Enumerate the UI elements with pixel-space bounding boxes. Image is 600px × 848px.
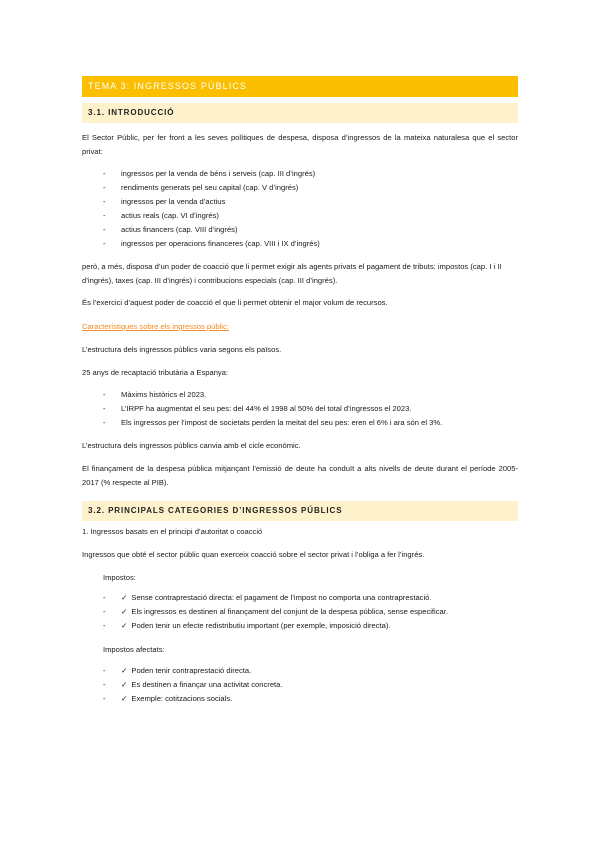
list-item: - ingressos per la venda d’actius: [103, 197, 226, 206]
list-item: - L’IRPF ha augmentat el seu pes: del 44% el 1998 al 50% del total d’ingressos el 2023.: [103, 404, 412, 413]
list-item: - ingressos per la venda de béns i serveis (cap. III d’ingrés): [103, 169, 316, 178]
spain-paragraph: 25 anys de recaptació tributària a Espanya:: [82, 368, 229, 377]
list-item: - ✓ Exemple: cotitzacions socials.: [103, 694, 233, 703]
list-item: - actius reals (cap. VI d’ingrés): [103, 211, 219, 220]
list-item: - ✓ Es destinen a finançar una activitat concreta.: [103, 680, 283, 689]
checkmark-icon: ✓: [121, 694, 128, 703]
intro-paragraph: El Sector Públic, per fer front a les seves polítiques de despesa, disposa d’ingressos de la mateixa naturalesa que el sector privat:: [82, 133, 518, 156]
private-income-list: [82, 167, 518, 251]
list-item: - actius financers (cap. VIII d’ingrés): [103, 225, 238, 234]
impostos-afectats-label: Impostos afectats:: [103, 645, 165, 654]
checkmark-icon: ✓: [121, 680, 128, 689]
checkmark-icon: ✓: [121, 666, 128, 675]
list-item: - ✓ Poden tenir un efecte redistributiu important (per exemple, imposició directa).: [103, 621, 391, 630]
coercion-paragraph: però, a més, disposa d’un poder de coacció que li permet exigir als agents privats el pagament de tributs: impostos (cap. I i II d’ingrés), taxes (cap. III d’ingrés) i contribucions especials (cap. III d’ingrés).: [82, 262, 502, 285]
list-item: - ✓ Els ingressos es destinen al finançament del conjunt de la despesa pública, sense especificar.: [103, 607, 448, 616]
list-item: - ingressos per operacions financeres (cap. VIII i IX d’ingrés): [103, 239, 320, 248]
impostos-list: [82, 591, 518, 633]
spain-list: [82, 388, 518, 430]
checkmark-icon: ✓: [121, 621, 128, 630]
topic-title-bar: TEMA 3: INGRESSOS PÚBLICS: [82, 76, 518, 97]
impostos-label: Impostos:: [103, 573, 136, 582]
coercion-summary-paragraph: És l’exercici d’aquest poder de coacció el que li permet obtenir el major volum de recursos.: [82, 298, 388, 307]
structure-paragraph: L’estructura dels ingressos públics varia segons els països.: [82, 345, 282, 354]
characteristics-heading: Característiques sobre els ingressos públic:: [82, 322, 229, 331]
section-heading-categories: 3.2. PRINCIPALS CATEGORIES D’INGRESSOS PÚBLICS: [82, 501, 518, 521]
section-heading-introduccio: 3.1. INTRODUCCIÓ: [82, 103, 518, 123]
coercion-income-paragraph: Ingressos que obté el sector públic quan exerceix coacció sobre el sector privat i l’obliga a fer l’ingrés.: [82, 550, 425, 559]
cycle-paragraph: L’estructura dels ingressos públics canvia amb el cicle econòmic.: [82, 441, 301, 450]
subheading-authority: 1. Ingressos basats en el principi d’autoritat o coacció: [82, 527, 263, 536]
debt-paragraph: El finançament de la despesa pública mitjançant l’emissió de deute ha conduït a alts nivells de deute durant el període 2005-2017 (% respecte al PIB).: [82, 464, 518, 487]
list-item: - ✓ Sense contraprestació directa: el pagament de l’impost no comporta una contraprestació.: [103, 593, 432, 602]
list-item: - Màxims històrics el 2023.: [103, 390, 207, 399]
impostos-afectats-list: [82, 664, 518, 706]
list-item: - Els ingressos per l’impost de societats perden la meitat del seu pes: eren el 6% i ara són el 3%.: [103, 418, 443, 427]
document-content: [82, 76, 518, 706]
list-item: - rendiments generats pel seu capital (cap. V d’ingrés): [103, 183, 299, 192]
checkmark-icon: ✓: [121, 607, 128, 616]
checkmark-icon: ✓: [121, 593, 128, 602]
list-item: - ✓ Poden tenir contraprestació directa.: [103, 666, 252, 675]
